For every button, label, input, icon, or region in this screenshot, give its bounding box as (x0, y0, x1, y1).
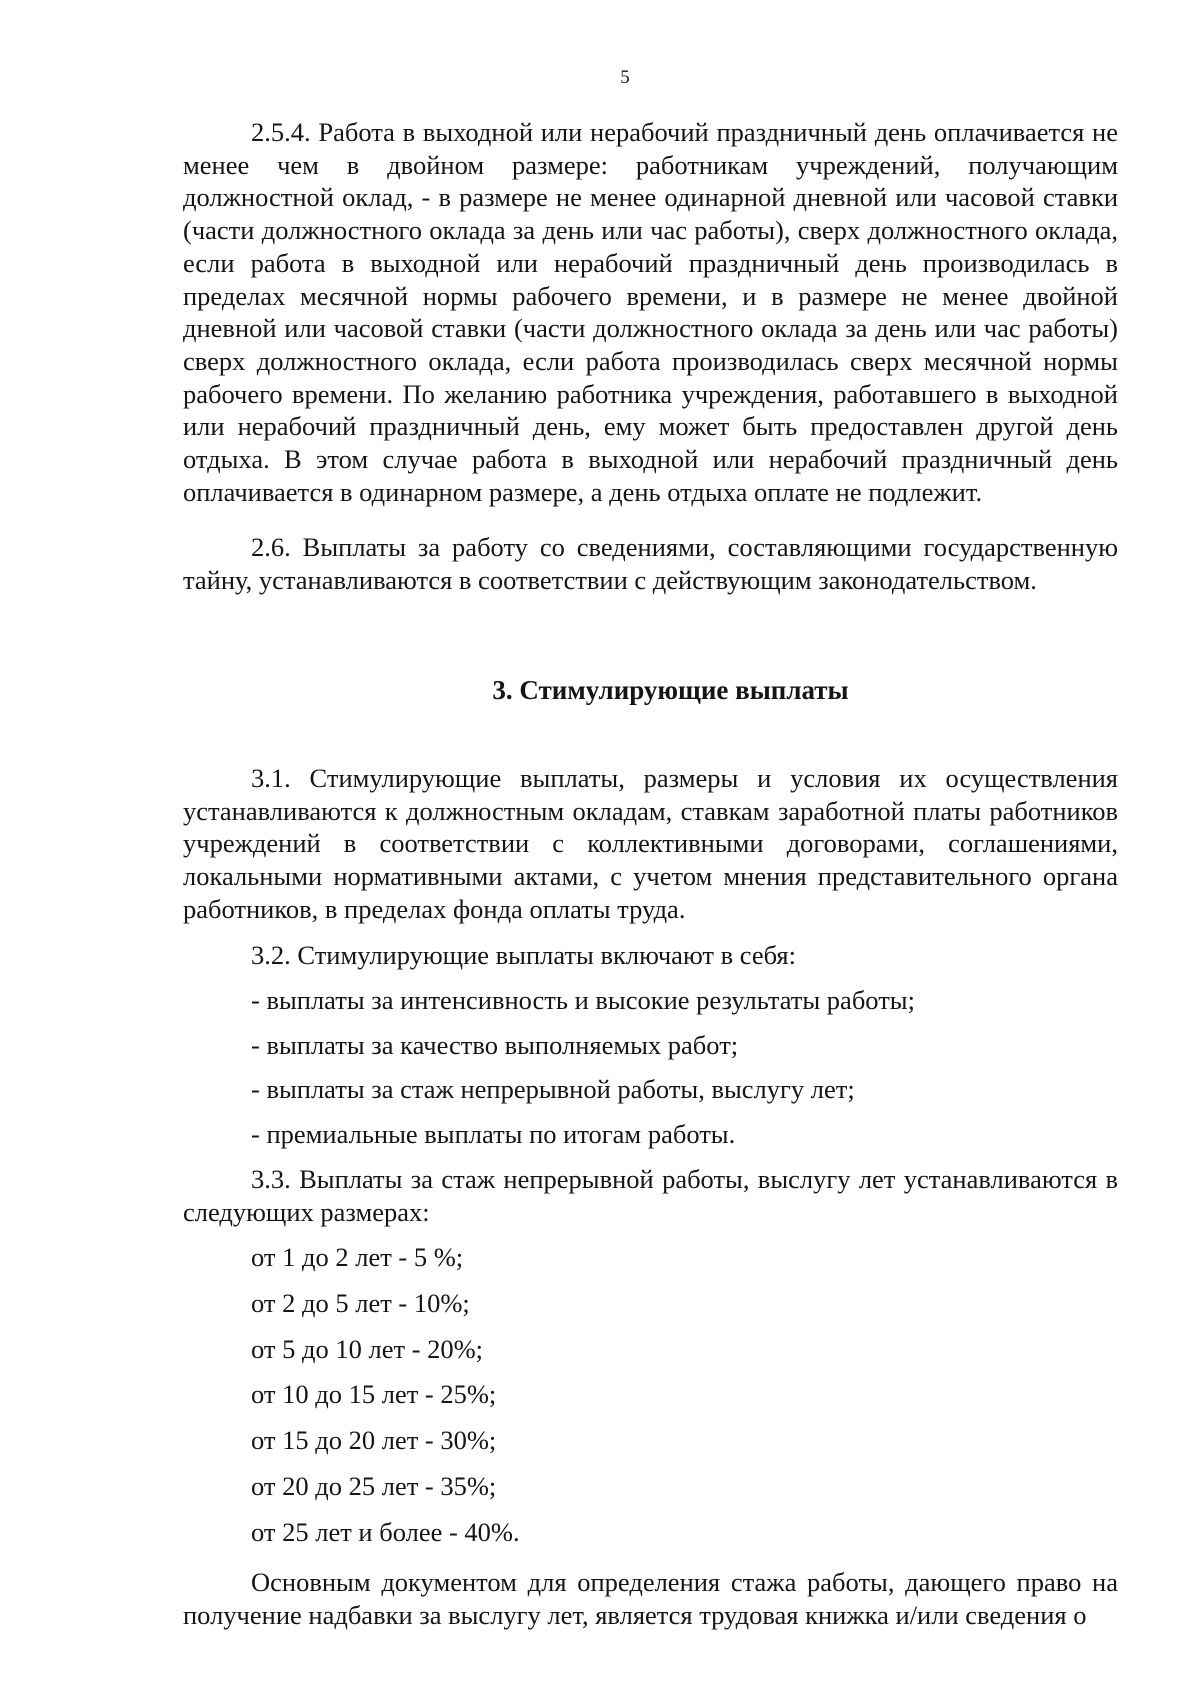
rate-item: от 20 до 25 лет - 35%; (251, 1470, 497, 1501)
rate-item: от 1 до 2 лет - 5 %; (251, 1242, 464, 1273)
paragraph-main-document: Основным документом для определения стажа работы, дающего право на получение надбавки за выслугу лет, является трудовая книжка и/или сведения о (183, 1567, 1118, 1630)
page-number: 5 (620, 67, 630, 88)
paragraph-2-5-4: 2.5.4. Работа в выходной или нерабочий праздничный день оплачивается не менее чем в двойном размере: работникам учреждений, получающим должностной оклад, - в размере не менее одинарной дневной или часовой ставки (части должностного оклада за день или час работы), сверх должностного оклада, если работа в выходной или нерабочий праздничный день производилась в пределах месячной нормы рабочего времени, и в размере не менее двойной дневной или часовой ставки (части должностного оклада за день или час работы) сверх должностного оклада, если работа производилась сверх месячной нормы рабочего времени. По желанию работника учреждения, работавшего в выходной или нерабочий праздничный день, ему может быть предоставлен другой день отдыха. В этом случае работа в выходной или нерабочий праздничный день оплачивается в одинарном размере, а день отдыха оплате не подлежит. (183, 117, 1118, 507)
list-item: - выплаты за стаж непрерывной работы, выслугу лет; (251, 1074, 855, 1105)
rate-item: от 25 лет и более - 40%. (251, 1516, 520, 1547)
paragraph-2-6: 2.6. Выплаты за работу со сведениями, составляющими государственную тайну, устанавливаются в соответствии с действующим законодательством. (183, 532, 1118, 596)
list-item: - выплаты за качество выполняемых работ; (251, 1029, 739, 1060)
payments-list (183, 984, 1118, 1151)
paragraph-3-2: 3.2. Стимулирующие выплаты включают в себя: (251, 940, 796, 971)
seniority-rates-list (183, 1241, 1118, 1548)
paragraph-3-1: 3.1. Стимулирующие выплаты, размеры и условия их осуществления устанавливаются к должностным окладам, ставкам заработной платы работников учреждений в соответствии с коллективными договорами, соглашениями, локальными нормативными актами, с учетом мнения представительного органа работников, в пределах фонда оплаты труда. (183, 762, 1118, 924)
list-item: - премиальные выплаты по итогам работы. (251, 1119, 736, 1150)
rate-item: от 15 до 20 лет - 30%; (251, 1425, 497, 1456)
paragraph-3-3: 3.3. Выплаты за стаж непрерывной работы, выслугу лет устанавливаются в следующих размерах: (183, 1163, 1118, 1227)
rate-item: от 5 до 10 лет - 20%; (251, 1333, 484, 1364)
rate-item: от 2 до 5 лет - 10%; (251, 1287, 470, 1318)
list-item: - выплаты за интенсивность и высокие результаты работы; (251, 985, 915, 1016)
section-heading-3: 3. Стимулирующие выплаты (492, 674, 849, 705)
rate-item: от 10 до 15 лет - 25%; (251, 1379, 497, 1410)
